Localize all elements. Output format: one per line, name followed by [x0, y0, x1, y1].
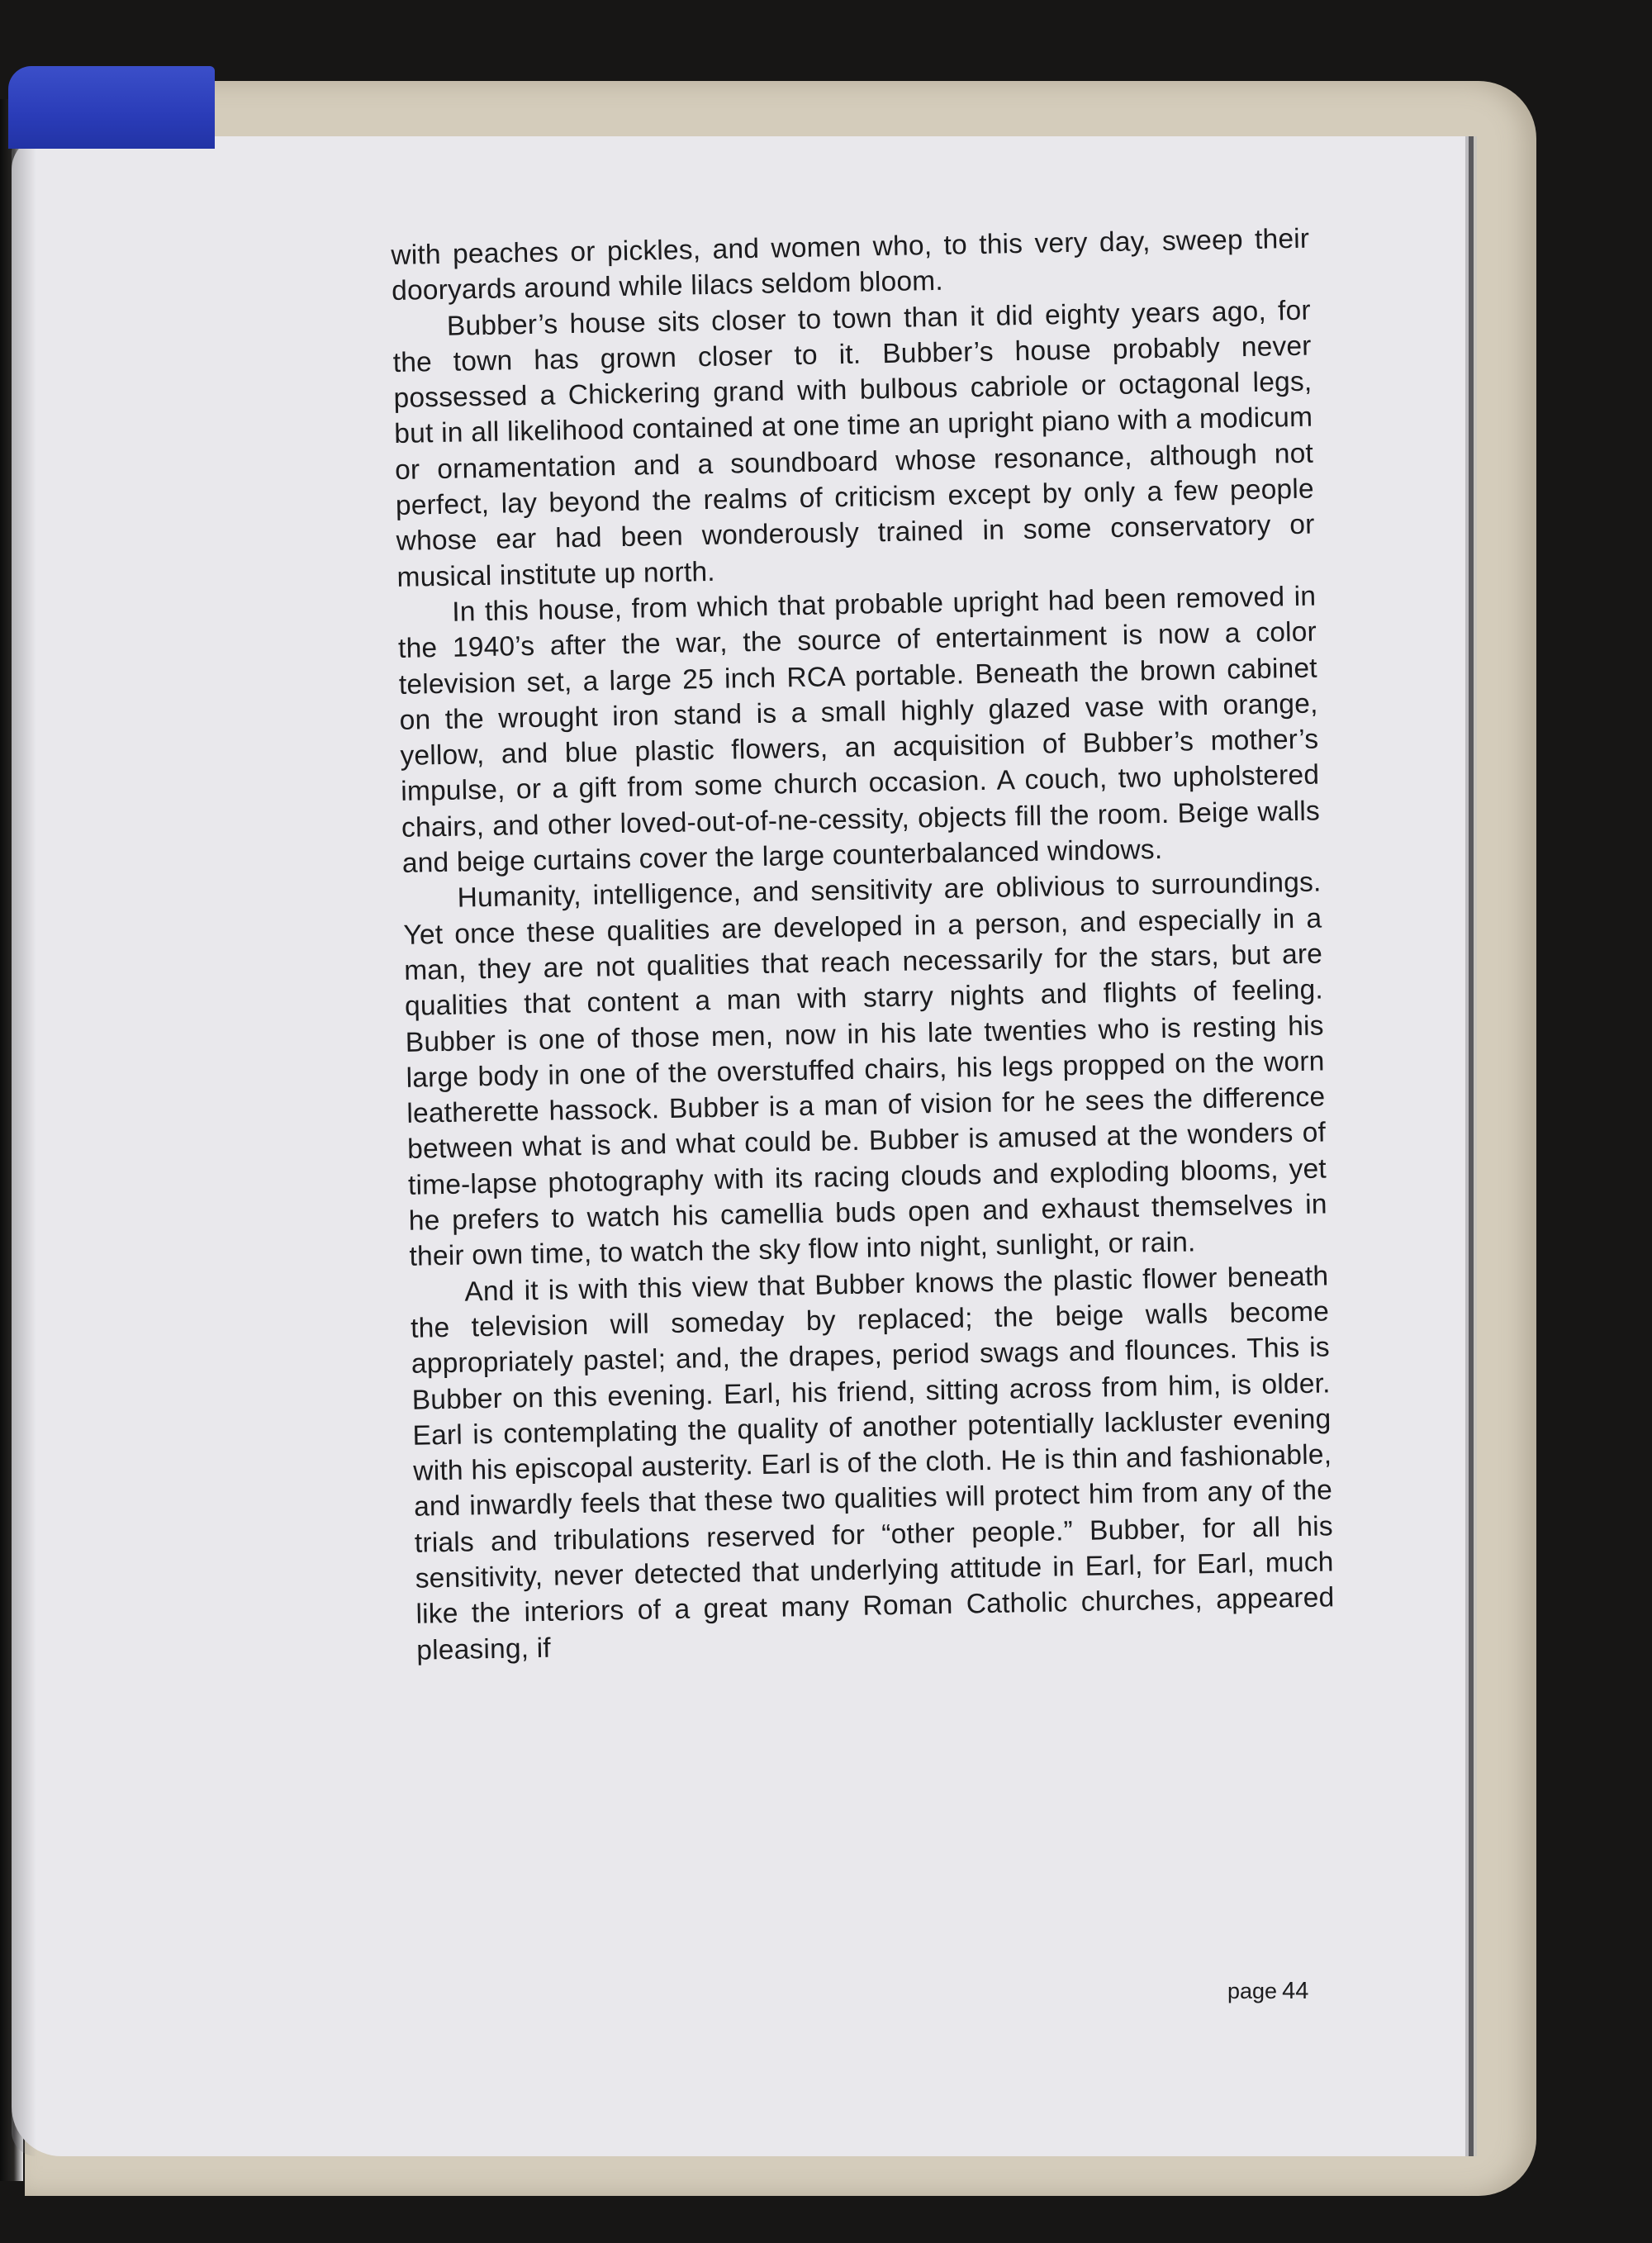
body-text [391, 221, 1336, 1669]
page-number [1227, 1978, 1308, 2005]
page-number-value: 44 [1282, 1978, 1309, 2004]
paragraph-1: with peaches or pickles, and women who, to this very day, sweep their dooryards around while lilacs seldom bloom. [391, 223, 1310, 307]
page-gutter-shadow [12, 136, 36, 2156]
page-number-label: page [1227, 1979, 1278, 2003]
paragraph-5: And it is with this view that Bubber knows the plastic flower beneath the television will someday by replaced; the beige walls become appropriately pastel; and, the drapes, period swags and flounces. This is Bubber on this evening. Earl, his friend, sitting across from him, is older. Earl is contemplating the quality of another potentially lackluster evening with his episcopal austerity. Earl is of the cloth. He is thin and fashionable, and inwardly feels that these two qualities will protect him from any of the trials and tribulations reserved for “other people.” Bubber, for all his sensitivity, never detected that underlying attitude in Earl, for Earl, much like the interiors of a great many Roman Catholic churches, appeared pleasing, if [410, 1261, 1335, 1666]
binder-tab [8, 66, 215, 149]
paragraph-2: Bubber’s house sits closer to town than it did eighty years ago, for the town has grown closer to it. Bubber’s house probably never possessed a Chickering grand with bulbous cabriole or octagonal legs, but in all likelihood contained at one time an upright piano with a modicum or ornamentation and a soundboard whose resonance, although not perfect, lay beyond the realms of criticism except by only a few people whose ear had been wonderously trained in some conservatory or musical institute up north. [392, 295, 1315, 593]
paragraph-3: In this house, from which that probable upright had been removed in the 1940’s after the war, the source of entertainment is now a color television set, a large 25 inch RCA portable. Beneath the brown cabinet on the wrought iron stand is a small highly glazed vase with orange, yellow, and blue plastic flowers, an acquisition of Bubber’s mother’s impulse, or a gift from some church occasion. A couch, two upholstered chairs, and other loved-out-of-ne-cessity, objects fill the room. Beige walls and beige curtains cover the large counterbalanced windows. [397, 581, 1321, 879]
paragraph-4: Humanity, intelligence, and sensitivity are oblivious to surroundings. Yet once these qualities are developed in a person, and especially in a man, they are not qualities that reach necessarily for the stars, but are qualities that content a man with starry nights and flights of feeling. Bubber is one of those men, now in his late twenties who is resting his large body in one of the overstuffed chairs, his legs propped on the worn leatherette hassock. Bubber is a man of vision for he sees the difference between what is and what could be. Bubber is amused at the wonders of time-lapse photography with its racing clouds and exploding blooms, yet he prefers to watch his camellia buds open and exhaust themselves in their own time, to watch the sky flow into night, sunlight, or rain. [403, 867, 1327, 1273]
